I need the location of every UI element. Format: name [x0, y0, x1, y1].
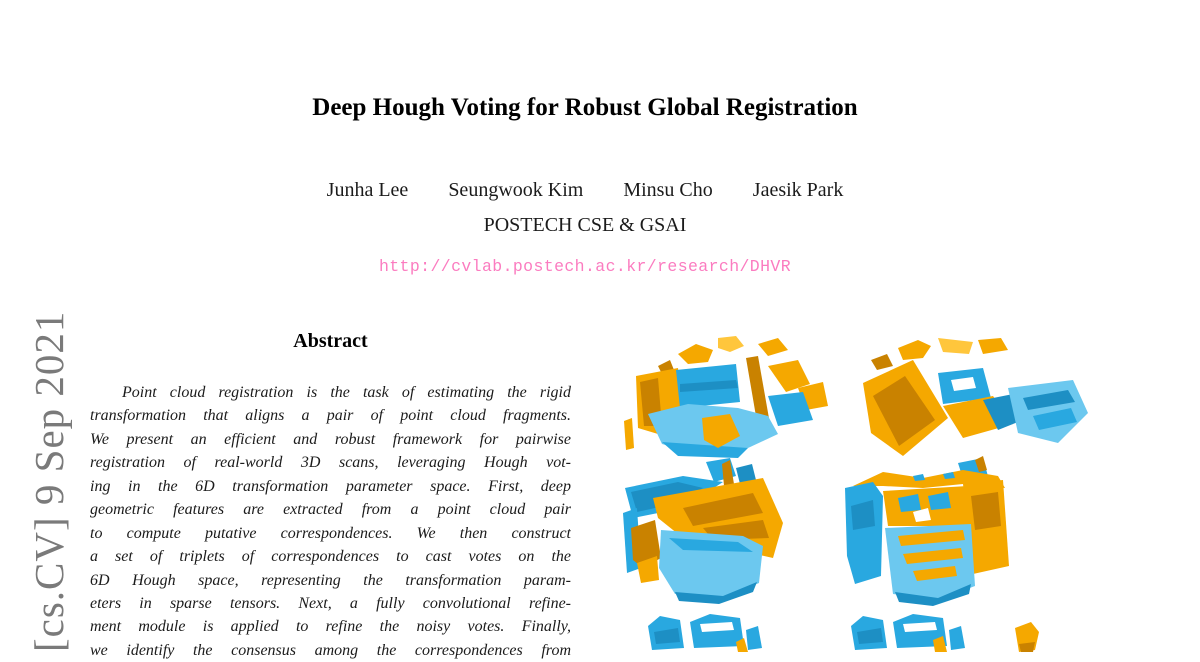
author-name: Minsu Cho — [623, 179, 713, 201]
abstract-line: eters in sparse tensors. Next, a fully convolutional refine- — [90, 594, 571, 612]
author-name: Junha Lee — [326, 179, 409, 201]
abstract-line: we identify the consensus among the correspondences from — [90, 641, 571, 659]
abstract-heading: Abstract — [293, 330, 368, 352]
author-name: Seungwook Kim — [448, 179, 584, 201]
affiliation: POSTECH CSE & GSAI — [483, 214, 687, 236]
pointcloud-render-row3-left — [640, 612, 780, 652]
paper-title: Deep Hough Voting for Robust Global Registration — [312, 94, 858, 121]
arxiv-banner: [cs.CV] 9 Sep 2021 — [26, 310, 72, 652]
abstract-line: 6D Hough space, representing the transformation param- — [90, 571, 571, 589]
pointcloud-render-row1-left — [618, 336, 838, 486]
abstract-line: ing in the 6D transformation parameter space. First, deep — [90, 477, 571, 495]
abstract-line: Point cloud registration is the task of estimating the rigid — [122, 384, 571, 401]
abstract-line: We present an efficient and robust framework for pairwise — [90, 430, 571, 448]
pointcloud-render-row2-left — [623, 468, 793, 608]
abstract-line: registration of real-world 3D scans, leveraging Hough vot- — [90, 454, 571, 472]
abstract-text — [90, 381, 571, 662]
authors-row — [85, 179, 1085, 202]
abstract-line: transformation that aligns a pair of point cloud fragments. — [90, 407, 571, 425]
abstract-line: geometric features are extracted from a point cloud pair — [90, 501, 571, 519]
abstract-line: to compute putative correspondences. We then construct — [90, 524, 571, 542]
abstract-line: ment module is applied to refine the noisy votes. Finally, — [90, 618, 571, 636]
project-url-link[interactable]: http://cvlab.postech.ac.kr/research/DHVR — [378, 257, 792, 276]
pointcloud-render-row2-right — [843, 466, 1013, 606]
author-name: Jaesik Park — [752, 179, 844, 201]
abstract-line: a set of triplets of correspondences to cast votes on the — [90, 548, 571, 566]
pointcloud-render-row3-right — [843, 612, 1043, 652]
